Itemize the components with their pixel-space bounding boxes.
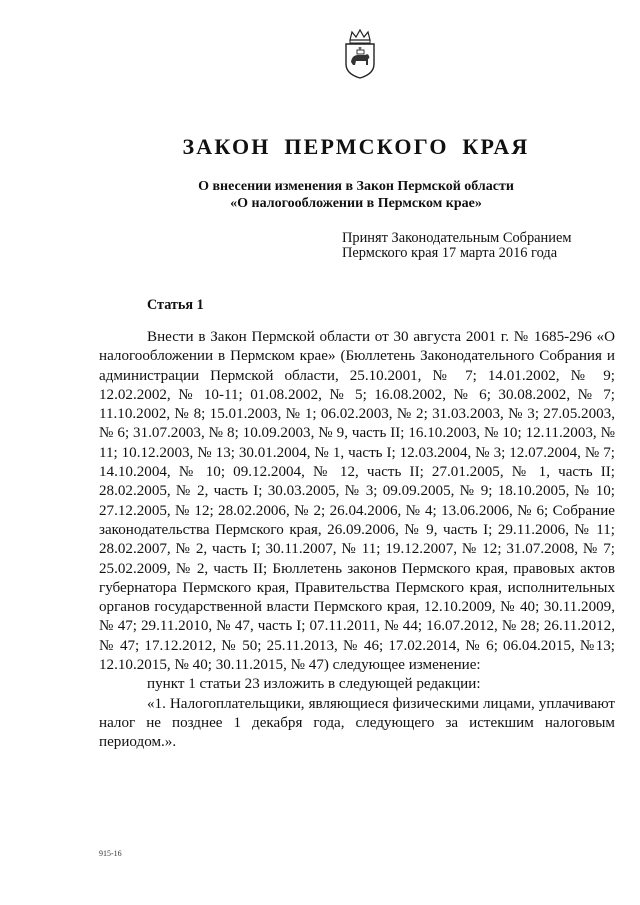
article-body [99,328,615,753]
article-heading: Статья 1 [147,297,204,313]
adoption-note [342,231,571,261]
paragraph-amendment-intro: Внести в Закон Пермской области от 30 августа 2001 г. № 1685-296 «О налогообложении в Пермском крае» (Бюллетень Законодательного Собрания и администрации Пермской области, 25.10.2001, № 7; 14.01.2002, № 9; 12.02.2002, № 10-11; 01.08.2002, № 5; 16.08.2002, № 6; 30.08.2002, № 7; 11.10.2002, № 8; 15.01.2003, № 1; 06.02.2003, № 2; 31.03.2003, № 3; 27.05.2003, № 6; 31.07.2003, № 8; 10.09.2003, № 9, часть II; 16.10.2003, № 10; 12.11.2003, № 11; 10.12.2003, № 13; 30.01.2004, № 1, часть I; 12.03.2004, № 3; 12.07.2004, № 7; 14.10.2004, № 10; 09.12.2004, № 12, часть II; 27.01.2005, № 1, часть II; 28.02.2005, № 2, часть I; 30.03.2005, № 3; 09.09.2005, № 9; 18.10.2005, № 10; 27.12.2005, № 12; 28.02.2006, № 2; 26.04.2006, № 4; 13.06.2006, № 6; Собрание законодательства Пермского края, 26.09.2006, № 9, часть I; 29.11.2006, № 11; 28.02.2007, № 2, часть I; 30.11.2007, № 11; 19.12.2007, № 12; 31.07.2008, № 7; 25.02.2009, № 2, часть II; Бюллетень законов Пермского края, правовых актов губернатора Пермского края, Правительства Пермского края, исполнительных органов государственной власти Пермского края, 12.10.2009, № 40; 30.11.2009, № 47; 29.11.2010, № 47, часть I; 07.11.2011, № 44; 16.07.2012, № 28; 26.11.2012, № 47; 17.12.2012, № 50; 25.11.2013, № 46; 17.02.2014, № 6; 06.04.2015, №13; 12.10.2015, № 40; 30.11.2015, № 47) следующее изменение: [99,329,615,674]
adoption-line-2: Пермского края 17 марта 2016 года [342,245,558,261]
paragraph-new-wording: «1. Налогоплательщики, являющиеся физическими лицами, уплачивают налог не позднее 1 декабря года, следующего за истекшим налоговым периодом.». [99,695,615,751]
subtitle-line-2: «О налогообложении в Пермском крае» [230,196,482,211]
adoption-line-1: Принят Законодательным Собранием [342,230,572,246]
document-subtitle [0,178,640,212]
subtitle-line-1: О внесении изменения в Закон Пермской области [198,179,514,194]
perm-krai-coat-of-arms-icon [340,28,380,80]
footer-document-code: 915-16 [99,849,122,858]
paragraph-instruction: пункт 1 статьи 23 изложить в следующей редакции: [147,676,481,693]
document-title: ЗАКОН ПЕРМСКОГО КРАЯ [182,134,530,159]
